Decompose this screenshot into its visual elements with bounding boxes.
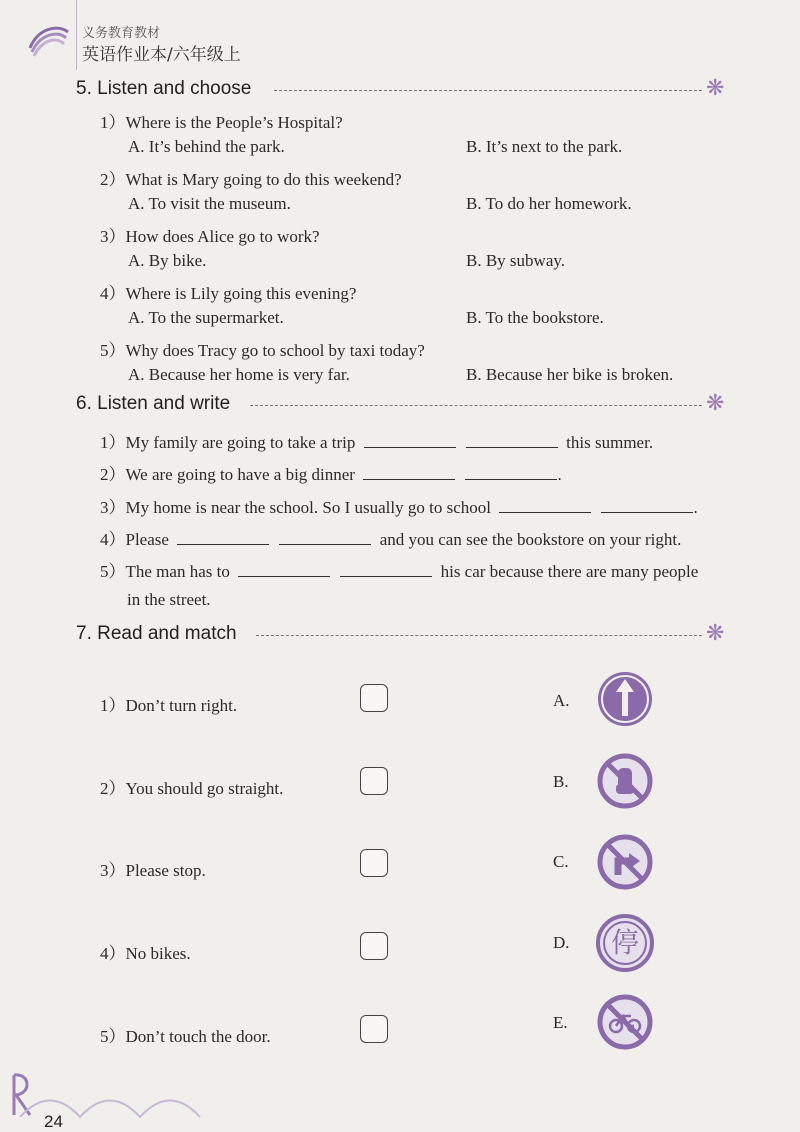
option-label: B. (553, 772, 569, 791)
section-divider (250, 405, 702, 406)
blank[interactable] (279, 530, 371, 545)
option-a: A. To the supermarket. (128, 308, 284, 327)
option-b: B. It’s next to the park. (466, 137, 623, 156)
sentence-end: . (557, 465, 562, 484)
match-item: 2）You should go straight. (100, 779, 284, 798)
option-b: B. Because her bike is broken. (466, 365, 674, 384)
option-a: A. By bike. (128, 251, 207, 270)
flower-icon: ❋ (706, 76, 725, 101)
sentence-end: . (693, 498, 698, 517)
option-b: B. To do her homework. (466, 194, 632, 213)
question-text: 1）Where is the People’s Hospital? (100, 113, 343, 132)
blank[interactable] (363, 465, 455, 480)
stop-character: 停 (610, 926, 639, 959)
match-item: 5）Don’t touch the door. (100, 1027, 271, 1046)
question-text: 4）Where is Lily going this evening? (100, 284, 357, 303)
sentence-start: 2）We are going to have a big dinner (100, 465, 355, 484)
no-bikes-sign-icon (596, 993, 654, 1051)
match-item: 4）No bikes. (100, 944, 191, 963)
answer-box[interactable] (360, 1015, 388, 1043)
blank[interactable] (499, 498, 591, 513)
option-label: D. (553, 933, 570, 952)
fill-line-2 (100, 460, 562, 485)
option-a: A. To visit the museum. (128, 194, 291, 213)
sentence-start: 5）The man has to (100, 562, 230, 581)
fill-line-3 (100, 493, 698, 518)
answer-box[interactable] (360, 767, 388, 795)
answer-box[interactable] (360, 849, 388, 877)
blank[interactable] (466, 433, 558, 448)
sentence-end: and you can see the bookstore on your right. (379, 530, 682, 549)
fill-line-1 (100, 428, 653, 453)
option-label: E. (553, 1013, 568, 1032)
option-b: B. To the bookstore. (466, 308, 604, 327)
option-a: A. It’s behind the park. (128, 137, 285, 156)
blank[interactable] (364, 433, 456, 448)
option-a: A. Because her home is very far. (128, 365, 350, 384)
sentence-end: this summer. (566, 433, 654, 452)
go-straight-sign-icon (596, 670, 654, 728)
answer-box[interactable] (360, 932, 388, 960)
footer-decoration (0, 1055, 260, 1127)
question-text: 3）How does Alice go to work? (100, 227, 320, 246)
blank[interactable] (465, 465, 557, 480)
blank[interactable] (238, 562, 330, 577)
flower-icon: ❋ (706, 621, 725, 646)
sentence-start: 4）Please (100, 530, 169, 549)
section-divider (274, 90, 702, 91)
blank[interactable] (340, 562, 432, 577)
section-divider (256, 635, 702, 636)
section-5-title: 5. Listen and choose (76, 78, 252, 99)
section-7-title: 7. Read and match (76, 623, 237, 644)
flower-icon: ❋ (706, 391, 725, 416)
blank[interactable] (601, 498, 693, 513)
no-right-turn-sign-icon (596, 833, 654, 891)
stop-sign-icon (596, 914, 654, 972)
no-touching-sign-icon (596, 752, 654, 810)
page-header (0, 0, 800, 70)
section-6-title: 6. Listen and write (76, 393, 231, 414)
series-name: 义务教育教材 (82, 26, 161, 41)
sentence-start: 3）My home is near the school. So I usually go to school (100, 498, 491, 517)
answer-box[interactable] (360, 684, 388, 712)
option-b: B. By subway. (466, 251, 566, 270)
publisher-logo (24, 18, 72, 66)
match-item: 1）Don’t turn right. (100, 696, 238, 715)
sentence-start: 1）My family are going to take a trip (100, 433, 356, 452)
header-divider (76, 0, 77, 70)
fill-line-4 (100, 525, 681, 550)
option-label: A. (553, 691, 570, 710)
question-text: 5）Why does Tracy go to school by taxi today? (100, 341, 425, 360)
option-label: C. (553, 852, 569, 871)
blank[interactable] (177, 530, 269, 545)
fill-line-5 (100, 557, 698, 582)
question-text: 2）What is Mary going to do this weekend? (100, 170, 402, 189)
book-title: 英语作业本/六年级上 (82, 45, 241, 65)
sentence-end: his car because there are many people (440, 562, 699, 581)
page-number: 24 (44, 1112, 63, 1131)
fill-line-5-continued: in the street. (127, 590, 211, 609)
match-item: 3）Please stop. (100, 861, 206, 880)
